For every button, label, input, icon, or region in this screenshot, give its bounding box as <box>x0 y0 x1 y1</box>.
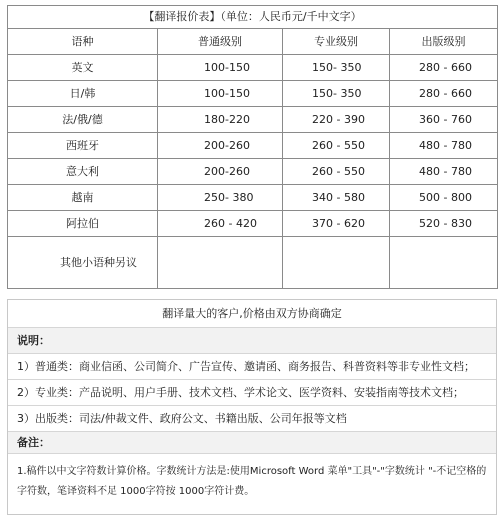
column-header: 出版级别 <box>390 29 498 55</box>
empty-cell <box>158 237 283 289</box>
pro-price-cell: 150- 350 <box>283 81 390 107</box>
table-header-row <box>8 29 498 55</box>
explain-item: 3）出版类：司法/仲裁文件、政府公文、书籍出版、公司年报等文档 <box>8 406 496 432</box>
price-table <box>7 5 498 289</box>
normal-price-cell: 100-150 <box>158 55 283 81</box>
language-cell: 英文 <box>8 55 158 81</box>
table-row <box>8 159 498 185</box>
pub-price-cell: 360 - 760 <box>390 107 498 133</box>
pub-price-cell: 480 - 780 <box>390 133 498 159</box>
empty-cell <box>390 237 498 289</box>
remark-text: 1.稿件以中文字符数计算价格。字数统计方法是:使用Microsoft Word 菜单"工具"-"字数统计 "-不记空格的字符数，笔译资料不足 1000字符按 1000字符计费。 <box>17 466 487 497</box>
normal-price-cell: 180-220 <box>158 107 283 133</box>
table-caption: 【翻译报价表】（单位：人民币元/千中文字） <box>8 6 498 29</box>
table-row <box>8 81 498 107</box>
pub-price-cell: 280 - 660 <box>390 81 498 107</box>
explain-item: 2）专业类：产品说明、用户手册、技术文档、学术论文、医学资料、安装指南等技术文档； <box>8 380 496 406</box>
pub-price-cell: 520 - 830 <box>390 211 498 237</box>
normal-price-cell: 200-260 <box>158 159 283 185</box>
table-row <box>8 133 498 159</box>
other-languages-cell: 其他小语种另议 <box>8 237 158 289</box>
table-row <box>8 107 498 133</box>
column-header: 专业级别 <box>283 29 390 55</box>
column-header: 语种 <box>8 29 158 55</box>
table-row <box>8 211 498 237</box>
pub-price-cell: 280 - 660 <box>390 55 498 81</box>
table-row <box>8 185 498 211</box>
language-cell: 日/韩 <box>8 81 158 107</box>
language-cell: 阿拉伯 <box>8 211 158 237</box>
pro-price-cell: 260 - 550 <box>283 159 390 185</box>
pro-price-cell: 340 - 580 <box>283 185 390 211</box>
remark-heading: 备注： <box>8 432 496 454</box>
normal-price-cell: 100-150 <box>158 81 283 107</box>
pub-price-cell: 500 - 800 <box>390 185 498 211</box>
table-row-other <box>8 237 498 289</box>
normal-price-cell: 250- 380 <box>158 185 283 211</box>
normal-price-cell: 260 - 420 <box>158 211 283 237</box>
language-cell: 法/俄/德 <box>8 107 158 133</box>
pro-price-cell: 260 - 550 <box>283 133 390 159</box>
notes-section <box>7 299 497 515</box>
explain-item: 1）普通类：商业信函、公司简介、广告宣传、邀请函、商务报告、科普资料等非专业性文档； <box>8 354 496 380</box>
pro-price-cell: 220 - 390 <box>283 107 390 133</box>
pub-price-cell: 480 - 780 <box>390 159 498 185</box>
volume-discount-banner: 翻译量大的客户,价格由双方协商确定 <box>8 300 496 328</box>
language-cell: 越南 <box>8 185 158 211</box>
empty-cell <box>283 237 390 289</box>
pro-price-cell: 150- 350 <box>283 55 390 81</box>
pro-price-cell: 370 - 620 <box>283 211 390 237</box>
explain-heading: 说明： <box>8 328 496 354</box>
table-row <box>8 55 498 81</box>
normal-price-cell: 200-260 <box>158 133 283 159</box>
language-cell: 意大利 <box>8 159 158 185</box>
column-header: 普通级别 <box>158 29 283 55</box>
language-cell: 西班牙 <box>8 133 158 159</box>
